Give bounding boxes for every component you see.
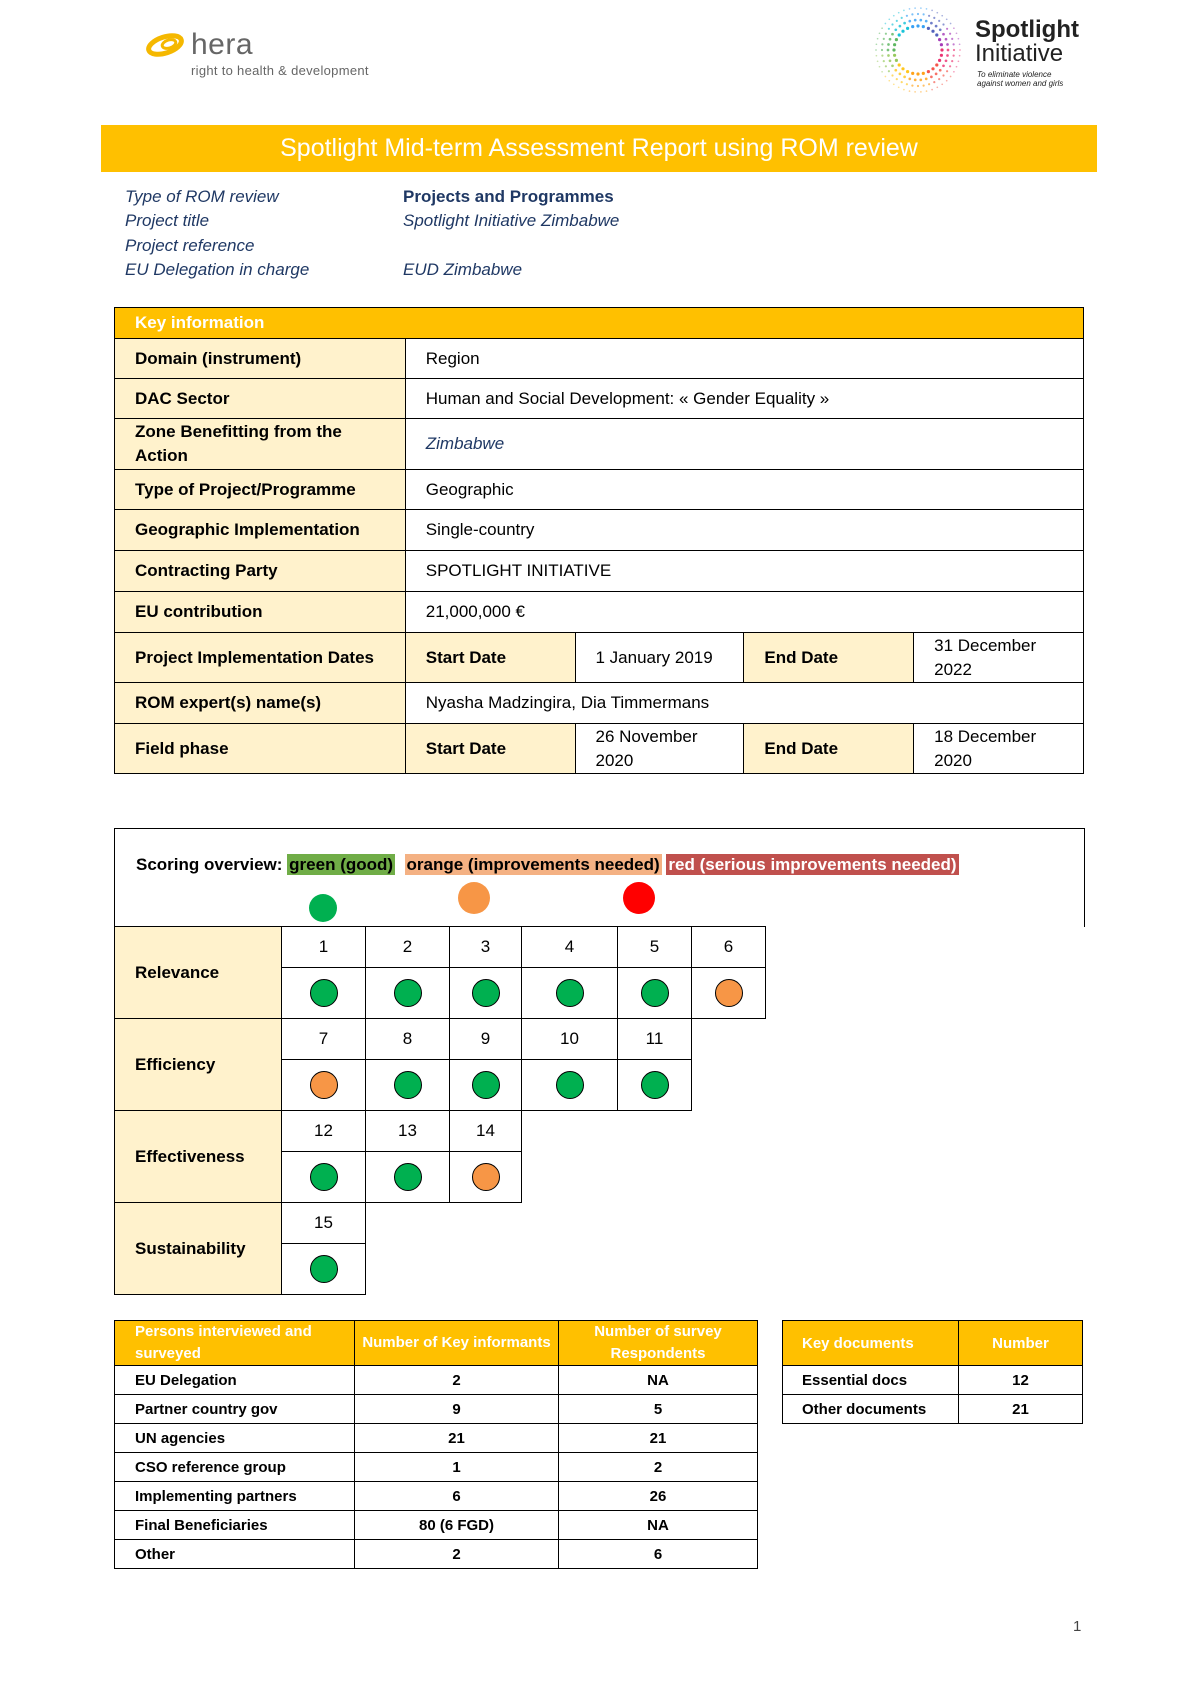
persons-count: 21 [559,1424,758,1453]
score-green-dot [556,1071,584,1099]
score-number: 15 [282,1203,366,1244]
dac-value: Human and Social Development: « Gender Equality » [405,379,1083,419]
scoring-legend [136,855,959,875]
meta-deleg-value: EUD Zimbabwe [403,260,523,279]
table-row [783,1395,1083,1424]
zone-label: Zone Benefitting from the Action [115,419,406,470]
persons-count: NA [559,1511,758,1540]
persons-count: 6 [355,1482,559,1511]
key-documents-table [782,1320,1083,1424]
score-number: 13 [366,1111,450,1152]
score-green-dot [310,1255,338,1283]
table-row [115,1540,758,1569]
spotlight-tagline-1: To eliminate violence [977,70,1052,79]
score-cell [366,1060,450,1111]
hera-logo [145,26,385,86]
scoring-overview [114,828,1085,927]
legend-red: red (serious improvements needed) [668,855,957,874]
score-cell [366,1152,450,1203]
persons-count: 1 [355,1453,559,1482]
persons-count: 2 [355,1540,559,1569]
project-type-value: Geographic [405,470,1083,510]
hera-swirl-icon [145,30,189,60]
persons-category: CSO reference group [115,1453,355,1482]
hera-tagline: right to health & development [191,63,369,78]
score-cell [522,968,618,1019]
spotlight-tagline [977,70,1063,88]
persons-category: Implementing partners [115,1482,355,1511]
doc-type: Essential docs [783,1366,959,1395]
meta-ref-label: Project reference [125,236,255,255]
persons-count: 80 (6 FGD) [355,1511,559,1540]
score-cell [450,968,522,1019]
field-phase-label: Field phase [115,724,406,774]
score-orange-dot [472,1163,500,1191]
report-title-banner: Spotlight Mid-term Assessment Report using ROM review [101,125,1097,172]
geo-impl-label: Geographic Implementation [115,510,406,551]
impl-start-label: Start Date [405,633,575,683]
score-green-dot [394,1071,422,1099]
score-orange-dot [715,979,743,1007]
table-row [115,1424,758,1453]
persons-interviewed-table [114,1320,758,1569]
criterion-label: Relevance [115,927,282,1019]
score-number: 9 [450,1019,522,1060]
legend-green-dot [309,894,337,922]
spotlight-tagline-2: against women and girls [977,79,1064,88]
eu-contribution-label: EU contribution [115,592,406,633]
score-cell [618,968,692,1019]
field-end-label: End Date [744,724,914,774]
score-cell [282,1152,366,1203]
persons-category: UN agencies [115,1424,355,1453]
domain-label: Domain (instrument) [115,339,406,379]
legend-red-dot [623,882,655,914]
score-number: 3 [450,927,522,968]
score-orange-dot [310,1071,338,1099]
legend-orange-dot [458,882,490,914]
persons-count: 2 [559,1453,758,1482]
persons-count: 26 [559,1482,758,1511]
key-information-table [114,307,1084,774]
impl-end-value: 31 December 2022 [914,633,1084,683]
impl-end-label: End Date [744,633,914,683]
score-green-dot [394,1163,422,1191]
doc-count: 12 [959,1366,1083,1395]
score-green-dot [641,1071,669,1099]
meta-title-label: Project title [125,211,210,230]
score-cell [450,1060,522,1111]
meta-type-label: Type of ROM review [125,187,279,206]
score-cell [522,1060,618,1111]
contracting-party-label: Contracting Party [115,551,406,592]
doc-count: 21 [959,1395,1083,1424]
table-row [115,1453,758,1482]
score-green-dot [472,979,500,1007]
zone-value: Zimbabwe [405,419,1083,470]
persons-header-1: Number of Key informants [355,1321,559,1366]
persons-count: 21 [355,1424,559,1453]
doc-type: Other documents [783,1395,959,1424]
score-green-dot [556,979,584,1007]
score-number: 4 [522,927,618,968]
spotlight-dots-icon [870,4,966,94]
project-type-label: Type of Project/Programme [115,470,406,510]
persons-header-0: Persons interviewed and surveyed [115,1321,355,1366]
persons-category: Partner country gov [115,1395,355,1424]
persons-category: Other [115,1540,355,1569]
criterion-label: Effectiveness [115,1111,282,1203]
score-number: 7 [282,1019,366,1060]
field-start-value: 26 November 2020 [575,724,744,774]
persons-category: EU Delegation [115,1366,355,1395]
legend-green: green (good) [289,855,394,874]
score-number: 5 [618,927,692,968]
eu-contribution-value: 21,000,000 € [405,592,1083,633]
score-cell [282,1060,366,1111]
impl-start-value: 1 January 2019 [575,633,744,683]
score-cell [366,968,450,1019]
score-number: 14 [450,1111,522,1152]
dac-label: DAC Sector [115,379,406,419]
score-number: 6 [692,927,766,968]
persons-header-2: Number of survey Respondents [559,1321,758,1366]
experts-value: Nyasha Madzingira, Dia Timmermans [405,683,1083,724]
docs-header-1: Number [959,1321,1083,1366]
score-cell [282,1244,366,1295]
persons-category: Final Beneficiaries [115,1511,355,1540]
field-start-label: Start Date [405,724,575,774]
key-info-header: Key information [115,308,1084,339]
score-green-dot [394,979,422,1007]
table-row [115,1511,758,1540]
docs-header-0: Key documents [783,1321,959,1366]
score-number: 12 [282,1111,366,1152]
score-number: 1 [282,927,366,968]
geo-impl-value: Single-country [405,510,1083,551]
table-row [115,1395,758,1424]
meta-type-value: Projects and Programmes [403,187,614,206]
table-row [115,1482,758,1511]
spotlight-wordmark-1: Spotlight [975,16,1079,43]
spotlight-logo [870,4,1100,94]
score-green-dot [310,979,338,1007]
score-number: 8 [366,1019,450,1060]
score-number: 2 [366,927,450,968]
criterion-label: Sustainability [115,1203,282,1295]
meta-title-value: Spotlight Initiative Zimbabwe [403,211,620,230]
score-number: 10 [522,1019,618,1060]
persons-count: 2 [355,1366,559,1395]
legend-orange: orange (improvements needed) [406,855,660,874]
persons-count: 5 [559,1395,758,1424]
persons-count: 9 [355,1395,559,1424]
score-green-dot [641,979,669,1007]
table-row [115,1366,758,1395]
scoring-table [114,926,766,1295]
hera-wordmark: hera [191,28,254,61]
score-cell [618,1060,692,1111]
scoring-label: Scoring overview: [136,855,283,874]
domain-value: Region [405,339,1083,379]
spotlight-wordmark-2: Initiative [975,40,1064,67]
score-green-dot [310,1163,338,1191]
meta-deleg-label: EU Delegation in charge [125,260,310,279]
score-cell [282,968,366,1019]
criterion-label: Efficiency [115,1019,282,1111]
field-end-value: 18 December 2020 [914,724,1084,774]
contracting-party-value: SPOTLIGHT INITIATIVE [405,551,1083,592]
score-number: 11 [618,1019,692,1060]
page-number: 1 [1073,1618,1082,1635]
score-cell [692,968,766,1019]
impl-dates-label: Project Implementation Dates [115,633,406,683]
persons-count: 6 [559,1540,758,1569]
score-cell [450,1152,522,1203]
score-green-dot [472,1071,500,1099]
experts-label: ROM expert(s) name(s) [115,683,406,724]
table-row [783,1366,1083,1395]
persons-count: NA [559,1366,758,1395]
